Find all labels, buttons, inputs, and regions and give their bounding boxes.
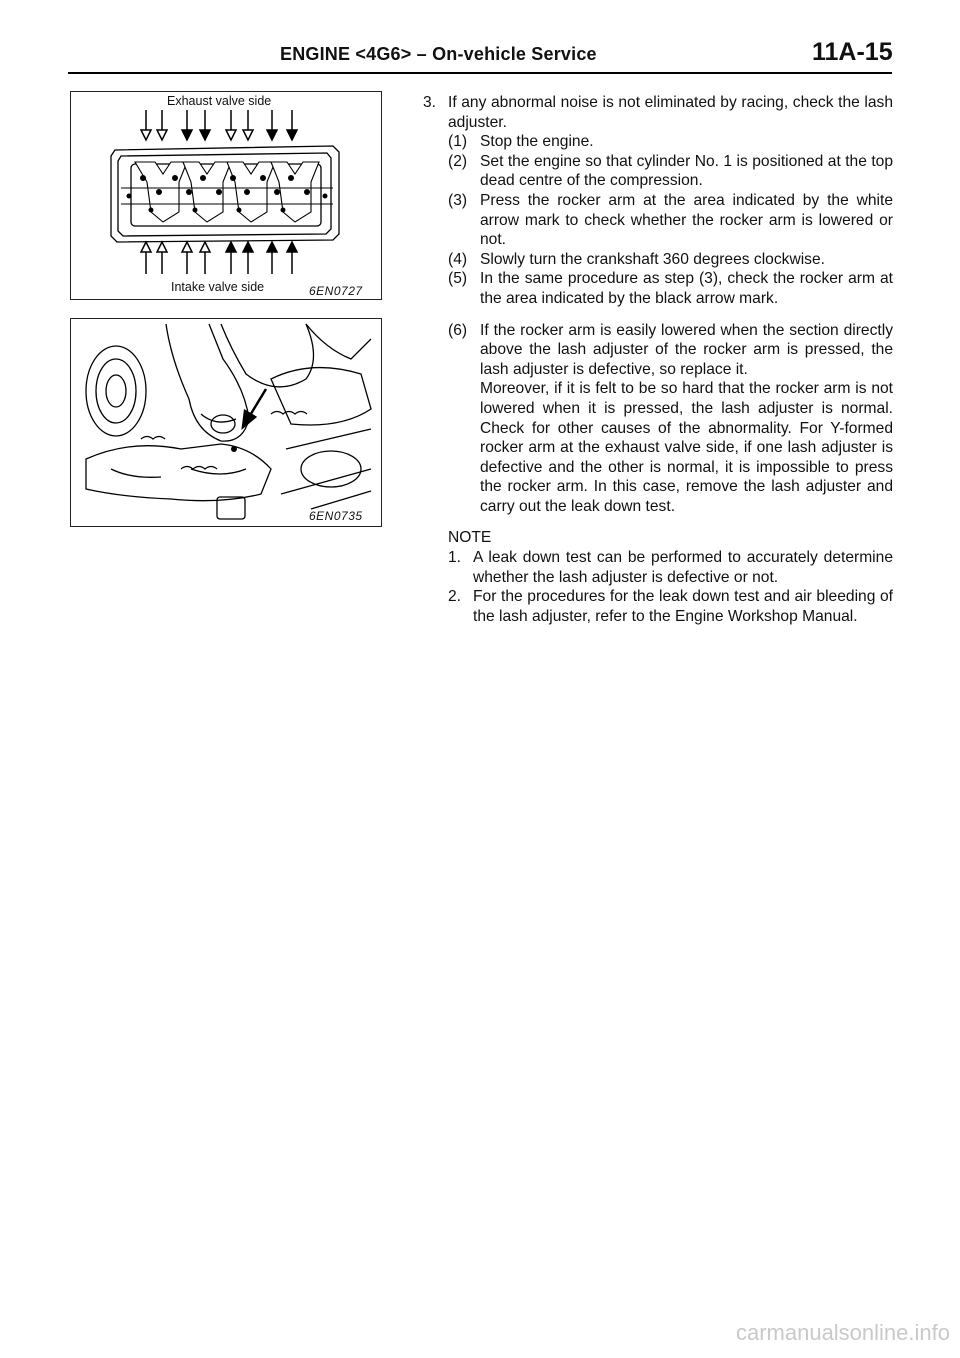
page-number: 11A-15 <box>812 38 893 66</box>
substep: (2) Set the engine so that cylinder No. 1 is positioned at the top dead centre of the compression. <box>448 152 893 190</box>
header-rule <box>68 72 892 74</box>
substep-continuation: Moreover, if it is felt to be so hard that the rocker arm is not lowered when it is pressed, the lash adjuster is normal. Check for other causes of the abnormality. For Y-formed rocker arm at the exhaust valve side, if one lash adjuster is defective and the other is normal, it is impossible to press the rocker arm. In this case, remove the lash adjuster and carry out the leak down test. <box>480 380 893 515</box>
finger <box>166 324 249 441</box>
figure-press-rocker-arm <box>70 318 382 527</box>
note-heading: NOTE <box>448 529 492 547</box>
figure-rocker-arm-layout <box>70 91 382 300</box>
exhaust-arrows <box>141 110 297 140</box>
intake-arrows <box>141 242 297 274</box>
procedure-text <box>423 93 893 626</box>
press-rocker-illustration <box>71 319 381 526</box>
page-header <box>0 0 960 70</box>
substep: (3) Press the rocker arm at the area indicated by the white arrow mark to check whether the rocker arm is lowered or not. <box>448 191 893 249</box>
substep: (6) If the rocker arm is easily lowered when the section directly above the lash adjuster of the rocker arm is pressed, the lash adjuster is defective, so replace it. <box>448 321 893 378</box>
rocker-arm-diagram <box>71 92 381 299</box>
watermark: carmanualsonline.info <box>735 1320 950 1345</box>
rocker-arms <box>135 162 319 222</box>
step-3: 3. If any abnormal noise is not eliminated by racing, check the lash adjuster. <box>423 94 893 131</box>
note-item: 1. A leak down test can be performed to accurately determine whether the lash adjuster is defective or not. <box>448 549 893 586</box>
figure-code: 6EN0727 <box>309 284 363 298</box>
figure-code: 6EN0735 <box>309 509 363 523</box>
substep: (1) Stop the engine. <box>448 133 594 151</box>
substep: (4) Slowly turn the crankshaft 360 degrees clockwise. <box>448 250 825 268</box>
section-title: ENGINE <4G6> – On-vehicle Service <box>280 44 597 64</box>
substep: (5) In the same procedure as step (3), check the rocker arm at the area indicated by the black arrow mark. <box>448 270 893 307</box>
note-item: 2. For the procedures for the leak down test and air bleeding of the lash adjuster, refer to the Engine Workshop Manual. <box>448 588 893 625</box>
intake-valve-label: Intake valve side <box>171 280 265 294</box>
exhaust-valve-label: Exhaust valve side <box>167 94 272 108</box>
